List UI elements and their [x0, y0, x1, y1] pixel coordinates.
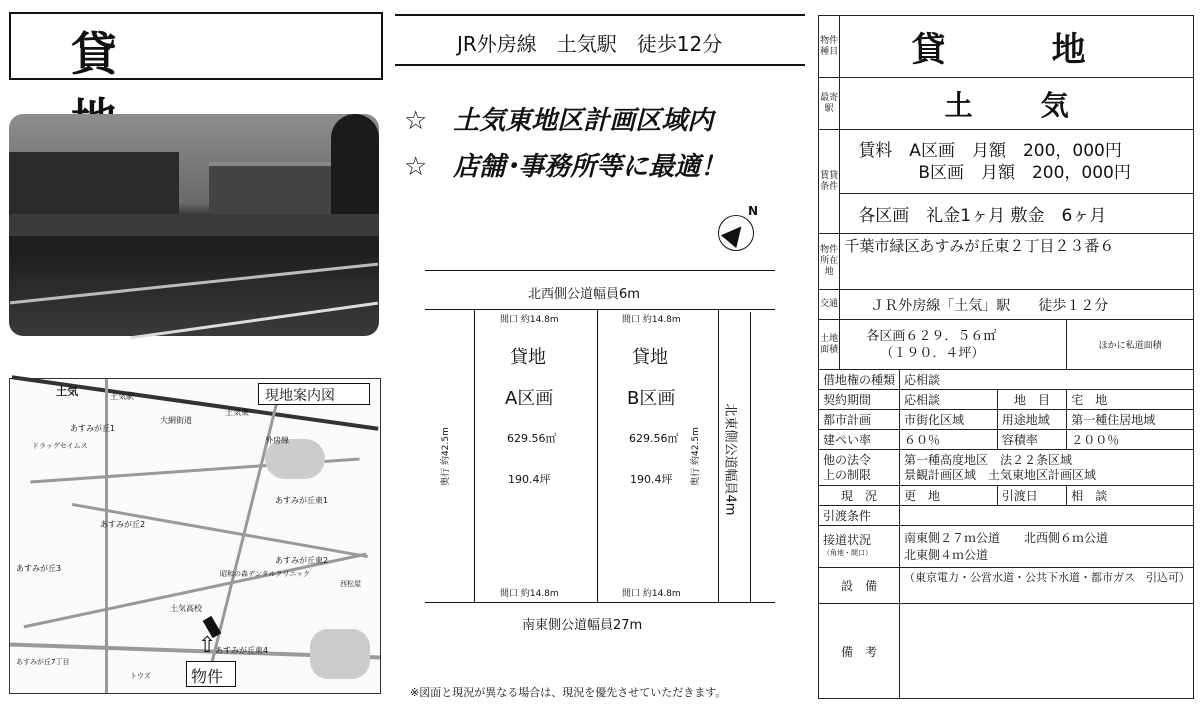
zoning-label: 用途地域 [997, 410, 1067, 430]
road-cell [900, 526, 1194, 568]
north-compass-icon [718, 215, 754, 251]
other-law-label-2: 上の制限 [823, 467, 872, 482]
map-label: あすみが丘2 [100, 520, 146, 529]
map-label: ドラッグセイムス [32, 442, 88, 450]
other-law-1: 第一種高度地区 法２２条区域 [904, 452, 1073, 467]
station-value: 土 気 [840, 78, 1194, 130]
map-label: あすみが丘7丁目 [16, 658, 70, 666]
map-label: 大網街道 [160, 416, 192, 425]
handover-date-label: 引渡日 [997, 486, 1067, 506]
term-value: 応相談 [900, 390, 998, 410]
city-plan-label: 都市計画 [819, 410, 900, 430]
status-label: 現 況 [819, 486, 900, 506]
area-cell [840, 320, 1067, 370]
rent-label: 賃貸条件 [819, 130, 840, 234]
north-label: N [748, 204, 759, 218]
other-law-label [819, 450, 900, 486]
chimoku-value: 宅 地 [1067, 390, 1194, 410]
other-law-label-1: 他の法令 [823, 452, 872, 467]
map-label: 西松屋 [340, 580, 361, 588]
bcr-value: ６０％ [900, 430, 998, 450]
lot-b-title1: 貸地 [632, 347, 668, 368]
lot-b-depth: 奥行 約42.5m [690, 427, 701, 486]
road-ne-label: 北東側公道幅員4m [722, 403, 738, 516]
deposit-value: 各区画 礼金1ヶ月 敷金 6ヶ月 [840, 194, 1194, 234]
kind-value: 貸 地 [840, 16, 1194, 78]
lot-a-tsubo: 190.4坪 [508, 473, 551, 486]
facilities-value: （東京電力・公営水道・公共下水道・都市ガス 引込可） [900, 568, 1194, 604]
area-tsubo: （１９０．４坪） [880, 345, 985, 361]
page-title: 貸 [71, 27, 177, 81]
map-green-area [310, 629, 370, 679]
lot-a-title1: 貸地 [510, 347, 546, 368]
location-label: 物件所在地 [819, 234, 840, 290]
road-nw-label: 北西側公道幅員6m [528, 287, 640, 302]
lease-type-label: 借地権の種類 [819, 370, 900, 390]
disclaimer-note: ※図面と現況が異なる場合は、現況を優先させていただきます。 [410, 686, 727, 699]
promo-line-1: ☆ 土気東地区計画区域内 [404, 106, 714, 136]
spec-table [818, 15, 1194, 699]
location-value: 千葉市緑区あすみが丘東２丁目２３番６ [840, 234, 1194, 290]
road-line-se [425, 602, 775, 603]
lease-type-value: 応相談 [900, 370, 1194, 390]
term-label: 契約期間 [819, 390, 900, 410]
traffic-value: ＪＲ外房線「土気」駅 徒歩１２分 [840, 290, 1194, 320]
area-value: 各区画６２９．５６㎡ [866, 328, 997, 344]
site-photo [9, 114, 379, 336]
facilities-label: 設 備 [819, 568, 900, 604]
map-label: 土気 [56, 385, 78, 398]
private-road-note: ほかに私道面積 [1067, 320, 1194, 370]
property-arrow-icon: ⇧ [198, 633, 217, 658]
road-2: 北東側４ｍ公道 [904, 547, 989, 562]
road-label: 接道状況 [823, 532, 872, 547]
map-road [72, 503, 368, 558]
lot-a-area: 629.56㎡ [507, 432, 557, 445]
lot-b-area: 629.56㎡ [629, 432, 679, 445]
status-value: 更 地 [900, 486, 998, 506]
map-title: 現地案内図 [265, 388, 335, 404]
road-line-nw [425, 270, 775, 271]
photo-road-line [10, 263, 378, 305]
map-label: 外房線 [265, 436, 289, 445]
property-label: 物件 [191, 667, 224, 686]
rent-b: B区画 月額 200，000円 [918, 162, 1131, 183]
map-label: 土気東 [225, 408, 249, 417]
rent-cell [840, 130, 1194, 194]
handover-date-value: 相 談 [1067, 486, 1194, 506]
lot-a-title2: A区画 [505, 388, 554, 409]
area-label: 土地面積 [819, 320, 840, 370]
lot-b-frontage-top: 間口 約14.8m [622, 315, 681, 325]
lot-b-tsubo: 190.4坪 [630, 473, 673, 486]
far-label: 容積率 [997, 430, 1067, 450]
map-label: あすみが丘東2 [275, 556, 329, 565]
station-label: 最寄駅 [819, 78, 840, 130]
property-label-box [186, 661, 236, 687]
road-label-cell [819, 526, 900, 568]
road-se-label: 南東側公道幅員27m [522, 618, 643, 633]
other-law-2: 景観計画区域 土気東地区計画区域 [904, 467, 1097, 482]
road-1: 南東側２７ｍ公道 北西側６ｍ公道 [904, 530, 1109, 545]
map-label: 土気駅 [110, 392, 134, 401]
map-label: 土気高校 [170, 604, 202, 613]
map-label: 昭和の森デンタルクリニック [220, 570, 311, 578]
lot-a-frontage-top: 間口 約14.8m [500, 315, 559, 325]
lot-a-frontage-bottom: 間口 約14.8m [500, 589, 559, 599]
lot-b-frontage-bottom: 間口 約14.8m [622, 589, 681, 599]
kind-label: 物件種目 [819, 16, 840, 78]
city-plan-value: 市街化区域 [900, 410, 998, 430]
photo-building [9, 152, 179, 222]
lot-a-depth: 奥行 約42.5m [440, 427, 451, 486]
station-header-box [395, 14, 805, 66]
rent-a: 賃料 A区画 月額 200，000円 [858, 140, 1122, 161]
handover-cond-label: 引渡条件 [819, 506, 900, 526]
road-sub-label: （角地・間口） [823, 548, 872, 557]
title-box [9, 12, 383, 80]
road-line-ne [750, 312, 751, 602]
bcr-label: 建ぺい率 [819, 430, 900, 450]
remarks-value [900, 604, 1194, 699]
photo-hedge [9, 214, 379, 236]
photo-parking [209, 162, 339, 216]
other-law-cell [900, 450, 1194, 486]
handover-cond-value [900, 506, 1194, 526]
map-label: あすみが丘東4 [215, 646, 269, 655]
map-label: トウズ [130, 672, 151, 680]
map-label: あすみが丘3 [16, 564, 62, 573]
station-header: JR外房線 土気駅 徒歩12分 [457, 32, 723, 56]
lot-b-title2: B区画 [627, 388, 676, 409]
promo-line-2: ☆ 店舗･事務所等に最適！ [404, 152, 727, 182]
chimoku-label: 地 目 [997, 390, 1067, 410]
far-value: ２００％ [1067, 430, 1194, 450]
location-map [9, 378, 381, 694]
traffic-label: 交通 [819, 290, 840, 320]
zoning-value: 第一種住居地域 [1067, 410, 1194, 430]
map-title-box [258, 383, 370, 405]
map-label: あすみが丘東1 [275, 496, 329, 505]
map-label: あすみが丘1 [70, 424, 116, 433]
photo-road-line [130, 302, 378, 340]
remarks-label: 備 考 [819, 604, 900, 699]
